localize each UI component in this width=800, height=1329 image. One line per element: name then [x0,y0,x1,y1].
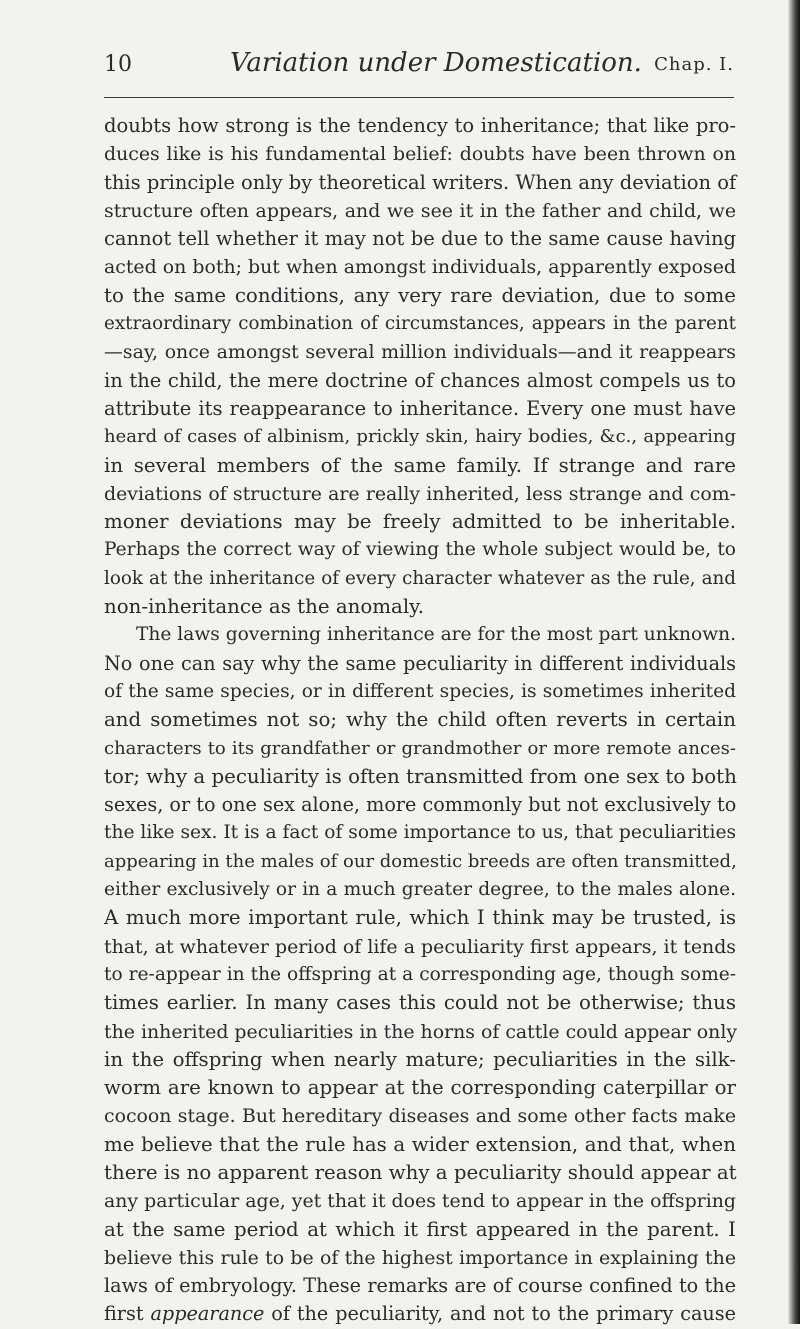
text-line: in the child, the mere doctrine of chances almost compels us to [104,368,736,392]
text-line: duces like is his fundamental belief: doubts have been thrown on [104,143,736,166]
text-line: Perhaps the correct way of viewing the whole subject would be, to [104,539,736,561]
text-line: in the offspring when nearly mature; peculiarities in the silk- [104,1047,736,1071]
text-line: extraordinary combination of circumstances, appears in the parent [104,313,736,335]
text-line: there is no apparent reason why a peculiarity should appear at [104,1160,737,1184]
text-line: the inherited peculiarities in the horns of cattle could appear only [104,1020,738,1043]
text-line: acted on both; but when amongst individuals, apparently exposed [104,256,736,279]
text-line: of the same species, or in different species, is sometimes inherited [104,680,736,702]
text-line: either exclusively or in a much greater degree, to the males alone. [104,879,736,901]
text-line: to the same conditions, any very rare deviation, due to some [104,283,736,307]
text-line: sexes, or to one sex alone, more commonly but not exclusively to [104,793,737,817]
text-line: characters to its grandfather or grandmother or more remote ances- [104,737,736,759]
text-line: heard of cases of albinism, prickly skin, hairy bodies, &c., appearing [104,426,736,448]
text-line: worm are known to appear at the corresponding caterpillar or [104,1076,736,1100]
final-line-before: first [104,1302,151,1326]
text-line: to re-appear in the offspring at a corresponding age, though some- [104,963,736,985]
page-number: 10 [104,52,132,77]
text-line: doubts how strong is the tendency to inheritance; that like pro- [104,114,736,137]
chapter-label: Chap. I. [654,54,734,75]
text-line: me believe that the rule has a wider extension, and that, when [104,1132,736,1156]
text-line: and sometimes not so; why the child often reverts in certain [104,708,736,732]
emphasis-appearance: appearance [150,1302,265,1326]
text-line: cannot tell whether it may not be due to the same cause having [104,227,736,251]
text-line: that, at whatever period of life a peculiarity first appears, it tends [104,935,736,958]
text-line-final [104,1300,736,1328]
running-title: Variation under Domestication. [230,48,642,78]
text-line: appearing in the males of our domestic breeds are often transmitted, [104,850,737,872]
text-line: cocoon stage. But hereditary diseases and some other facts make [104,1105,736,1128]
text-line: times earlier. In many cases this could not be otherwise; thus [104,991,736,1015]
text-line: laws of embryology. These remarks are of course confined to the [104,1274,736,1298]
text-line: The laws governing inheritance are for the most part unknown. [136,624,736,646]
body-text [104,112,736,1329]
text-line: any particular age, yet that it does tend to appear in the offspring [104,1190,736,1213]
text-line: A much more important rule, which I think may be trusted, is [104,906,736,930]
text-line: believe this rule to be of the highest importance in explaining the [104,1246,736,1269]
paragraph-1 [104,112,736,621]
text-line: attribute its reappearance to inheritance. Every one must have [104,396,736,420]
header-rule [104,97,734,98]
text-line: the like sex. It is a fact of some importance to us, that peculiarities [104,822,736,844]
text-line: deviations of structure are really inherited, less strange and com- [104,482,736,505]
book-spine-edge [788,0,800,1324]
text-line: at the same period at which it first appeared in the parent. I [104,1217,736,1241]
text-line: No one can say why the same peculiarity in different individuals [104,651,736,675]
final-line-after: of the peculiarity, and not to the primary cause [264,1302,736,1326]
text-line: structure often appears, and we see it in the father and child, we [104,199,736,222]
text-line: moner deviations may be freely admitted to be inheritable. [104,510,736,534]
text-line: —say, once amongst several million individuals—and it reappears [104,341,736,364]
page-header [104,46,734,86]
text-line: tor; why a peculiarity is often transmitted from one sex to both [104,764,737,788]
text-line: non-inheritance as the anomaly. [104,595,424,619]
paragraph-2 [104,621,736,1328]
text-line: this principle only by theoretical writers. When any deviation of [104,170,737,194]
text-line: in several members of the same family. If strange and rare [104,453,736,477]
text-line: look at the inheritance of every character whatever as the rule, and [104,567,736,589]
